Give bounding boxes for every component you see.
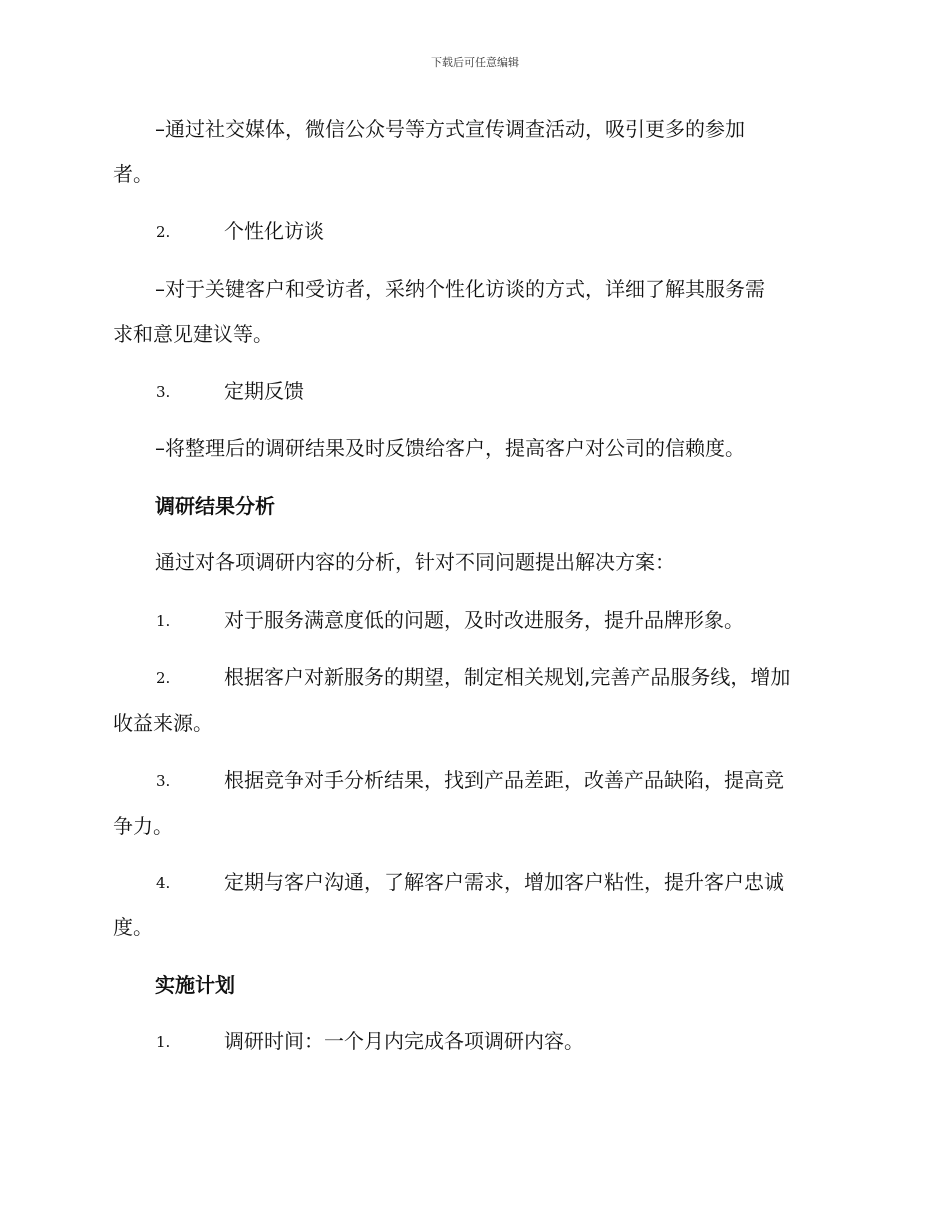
list-item-text: 对于服务满意度低的问题，及时改进服务，提升品牌形象。 bbox=[224, 608, 744, 632]
list-number: 1. bbox=[156, 612, 171, 630]
paragraph-line: 者。 bbox=[113, 162, 153, 186]
list-number: 3. bbox=[156, 383, 171, 401]
list-number: 3. bbox=[156, 772, 171, 790]
list-number: 4. bbox=[156, 874, 171, 892]
list-item-continuation: 度。 bbox=[113, 915, 153, 939]
list-item-text: 调研时间：一个月内完成各项调研内容。 bbox=[224, 1029, 584, 1053]
list-item-text: 定期与客户沟通，了解客户需求，增加客户粘性，提升客户忠诚 bbox=[224, 870, 784, 894]
section-heading: 调研结果分析 bbox=[155, 494, 275, 518]
list-item-continuation: 收益来源。 bbox=[113, 711, 213, 735]
list-item-text: 根据竞争对手分析结果，找到产品差距，改善产品缺陷，提高竞 bbox=[224, 768, 784, 792]
list-item-continuation: 争力。 bbox=[113, 814, 173, 838]
list-number: 2. bbox=[156, 223, 171, 241]
paragraph-line: –对于关键客户和受访者，采纳个性化访谈的方式，详细了解其服务需 bbox=[155, 277, 765, 301]
section-intro: 通过对各项调研内容的分析，针对不同问题提出解决方案： bbox=[155, 550, 675, 574]
page-header: 下载后可任意编辑 bbox=[431, 56, 519, 69]
list-item-title: 个性化访谈 bbox=[224, 219, 324, 243]
list-number: 2. bbox=[156, 669, 171, 687]
section-heading: 实施计划 bbox=[155, 973, 235, 997]
paragraph-line: –通过社交媒体，微信公众号等方式宣传调查活动，吸引更多的参加 bbox=[155, 117, 745, 141]
paragraph-line: –将整理后的调研结果及时反馈给客户，提高客户对公司的信赖度。 bbox=[155, 436, 745, 460]
list-item-text: 根据客户对新服务的期望，制定相关规划,完善产品服务线，增加 bbox=[224, 665, 791, 689]
list-number: 1. bbox=[156, 1033, 171, 1051]
paragraph-line: 求和意见建议等。 bbox=[113, 322, 273, 346]
list-item-title: 定期反馈 bbox=[224, 379, 304, 403]
